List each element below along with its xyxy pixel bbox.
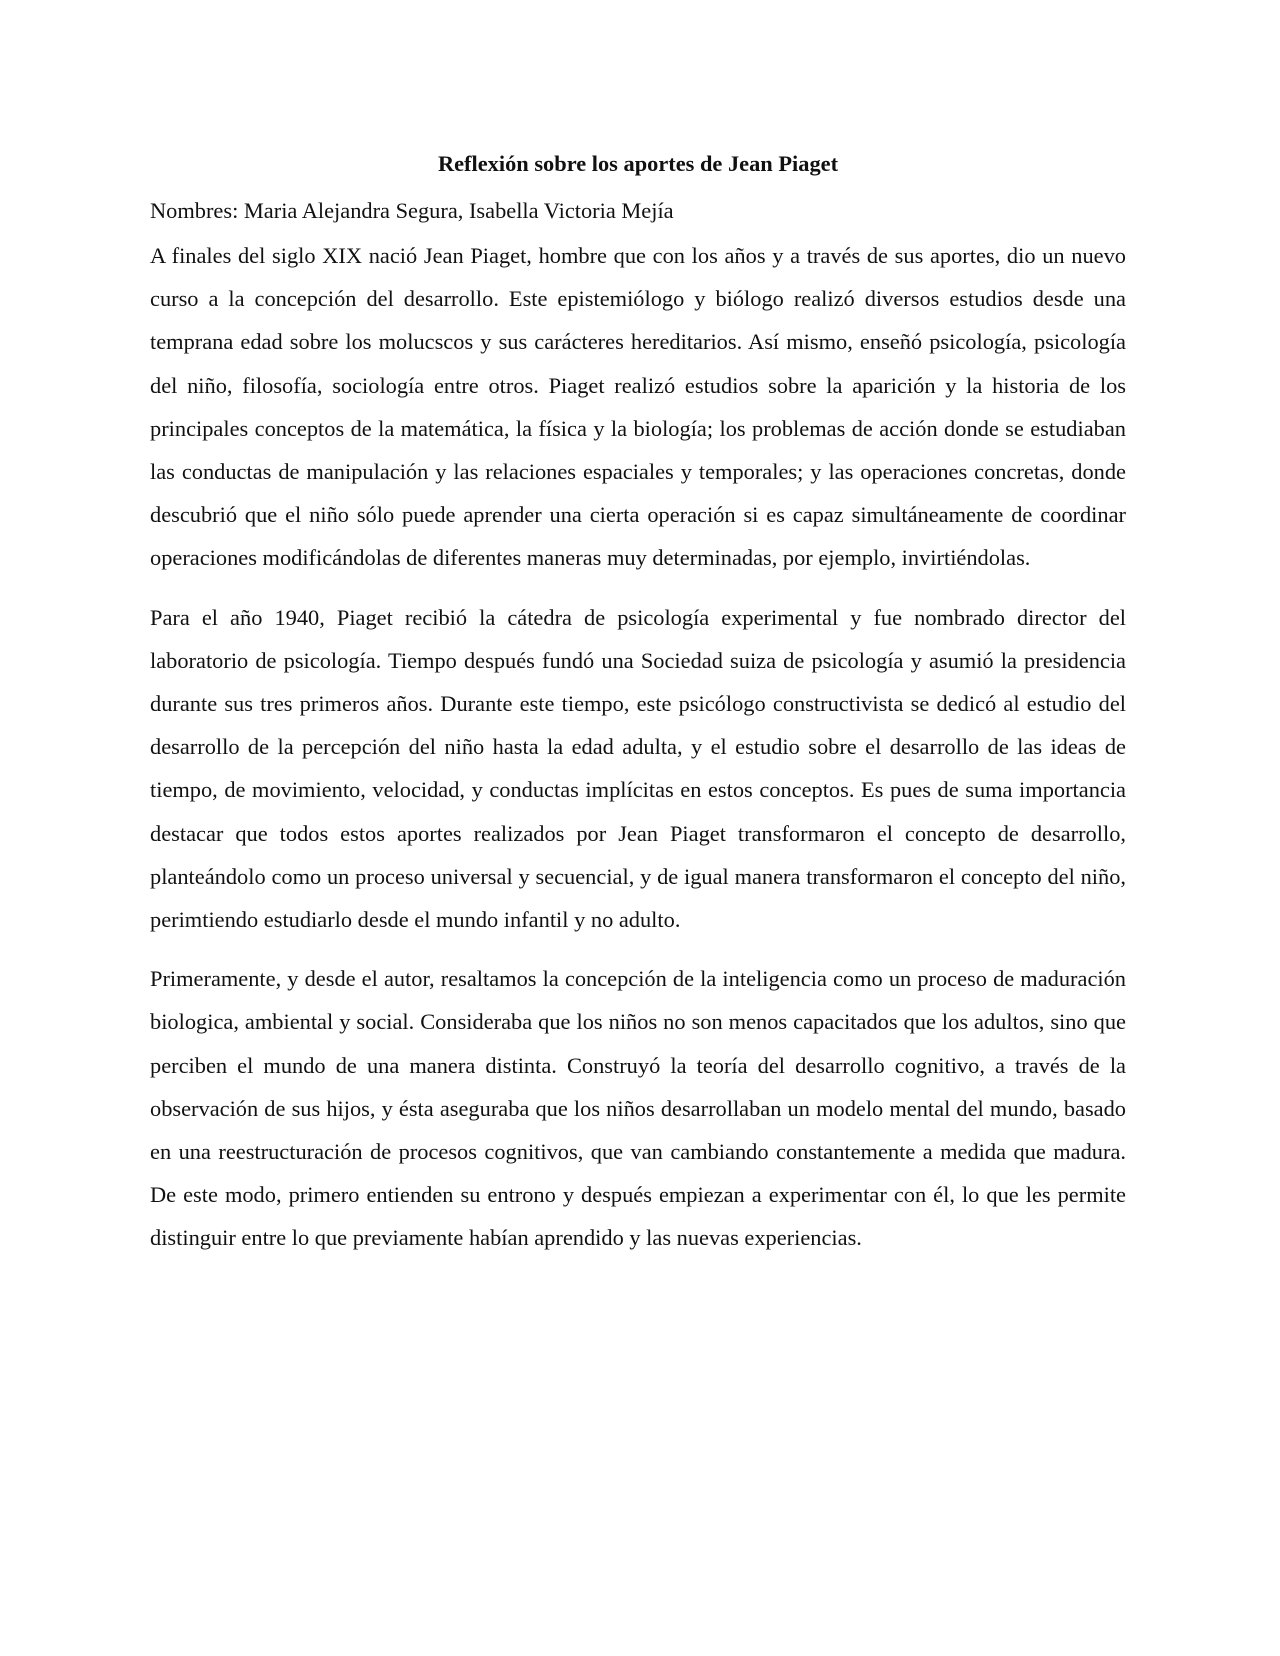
paragraph-1: A finales del siglo XIX nació Jean Piaget, hombre que con los años y a través de sus aportes, dio un nuevo curso a la concepción del desarrollo. Este epistemiólogo y biólogo realizó diversos estudios desde una temprana edad sobre los molucscos y sus carácteres hereditarios. Así mismo, enseñó psicología, psicología del niño, filosofía, sociología entre otros. Piaget realizó estudios sobre la aparición y la historia de los principales conceptos de la matemática, la física y la biología; los problemas de acción donde se estudiaban las conductas de manipulación y las relaciones espaciales y temporales; y las operaciones concretas, donde descubrió que el niño sólo puede aprender una cierta operación si es capaz simultáneamente de coordinar operaciones modificándolas de diferentes maneras muy determinadas, por ejemplo, invirtiéndolas. <box>150 243 1126 571</box>
document-body <box>150 140 1126 1276</box>
author-names: Nombres: Maria Alejandra Segura, Isabella Victoria Mejía <box>150 198 674 223</box>
paragraph-2: Para el año 1940, Piaget recibió la cátedra de psicología experimental y fue nombrado director del laboratorio de psicología. Tiempo después fundó una Sociedad suiza de psicología y asumió la presidencia durante sus tres primeros años. Durante este tiempo, este psicólogo constructivista se dedicó al estudio del desarrollo de la percepción del niño hasta la edad adulta, y el estudio sobre el desarrollo de las ideas de tiempo, de movimiento, velocidad, y conductas implícitas en estos conceptos. Es pues de suma importancia destacar que todos estos aportes realizados por Jean Piaget transformaron el concepto de desarrollo, planteándolo como un proceso universal y secuencial, y de igual manera transformaron el concepto del niño, perimtiendo estudiarlo desde el mundo infantil y no adulto. <box>150 604 1126 933</box>
document-title: Reflexión sobre los aportes de Jean Piaget <box>437 151 839 176</box>
paragraph-3: Primeramente, y desde el autor, resaltamos la concepción de la inteligencia como un proceso de maduración biologica, ambiental y social. Consideraba que los niños no son menos capacitados que los adultos, sino que perciben el mundo de una manera distinta. Construyó la teoría del desarrollo cognitivo, a través de la observación de sus hijos, y ésta aseguraba que los niños desarrollaban un modelo mental del mundo, basado en una reestructuración de procesos cognitivos, que van cambiando constantemente a medida que madura. De este modo, primero entienden su entrono y después empiezan a experimentar con él, lo que les permite distinguir entre lo que previamente habían aprendido y las nuevas experiencias. <box>150 966 1126 1251</box>
